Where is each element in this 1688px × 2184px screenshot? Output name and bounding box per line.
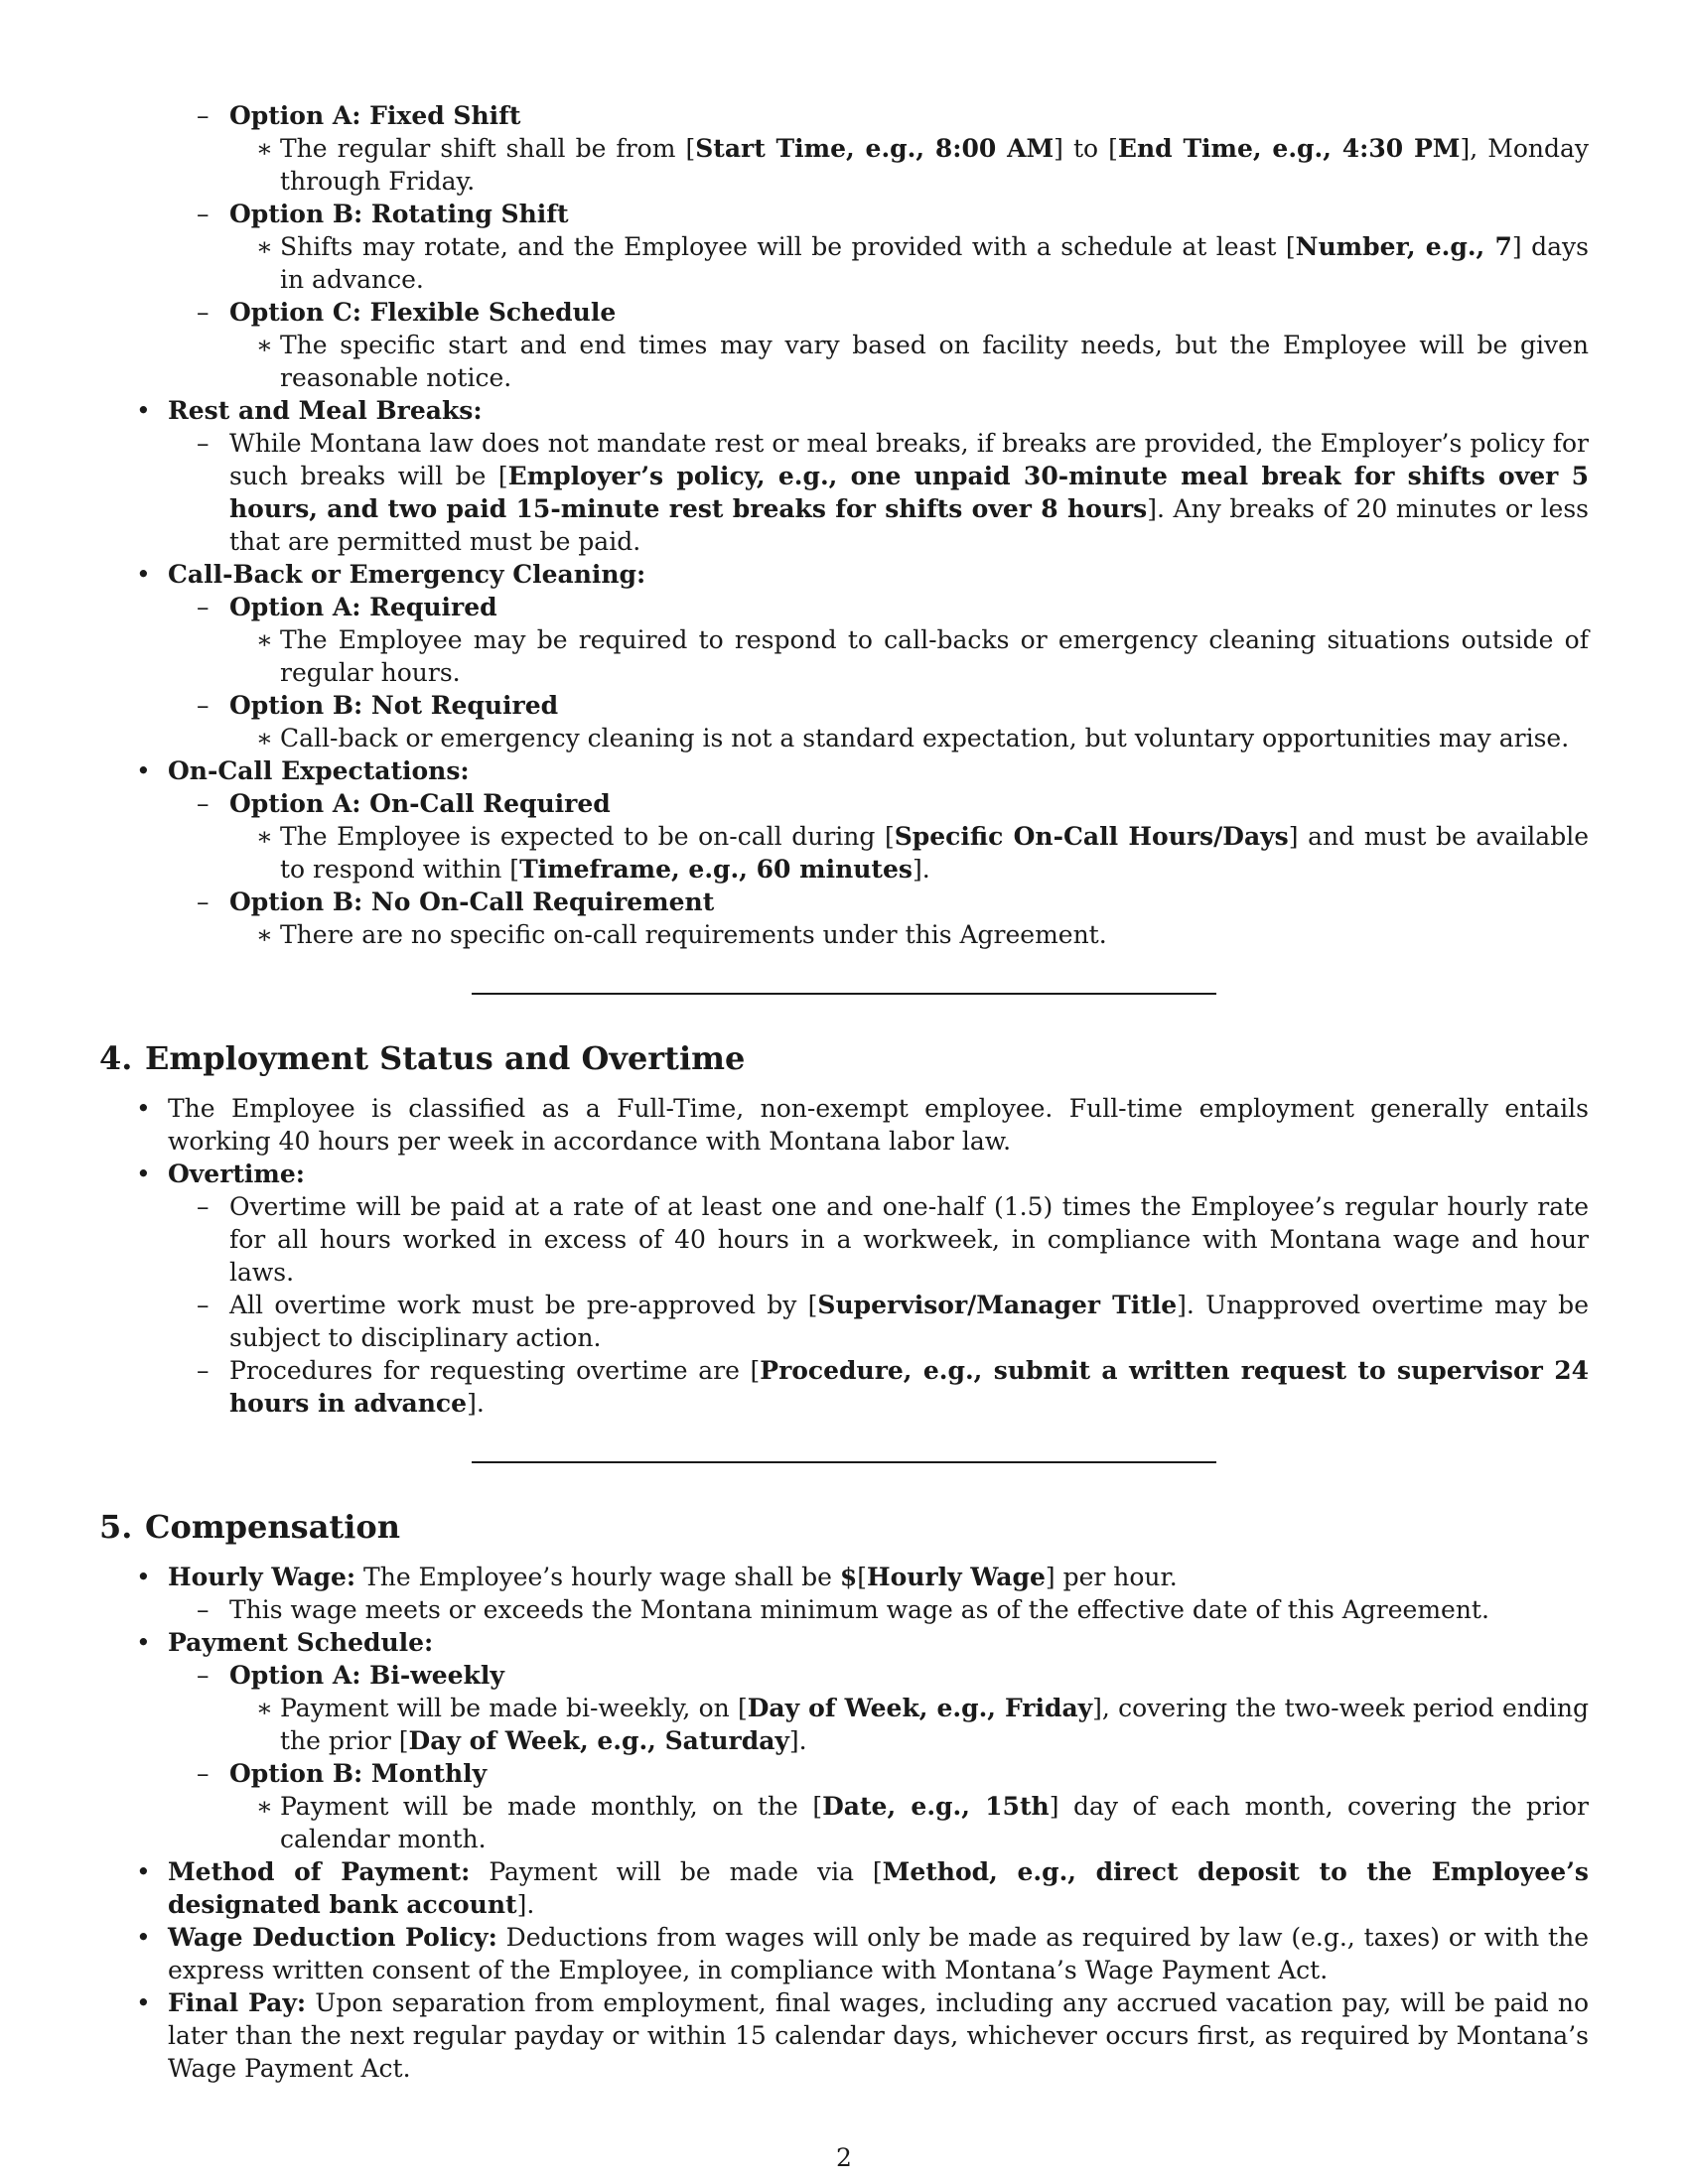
sub-list	[229, 722, 1589, 754]
text: ].	[788, 1726, 807, 1755]
placeholder-field: End Time, e.g., 4:30 PM	[1117, 134, 1461, 163]
list-item	[99, 558, 1589, 754]
text: ], Monday through Friday.	[280, 134, 1589, 196]
bullet-label: Final Pay:	[168, 1988, 307, 2017]
text: Payment will be made via [	[470, 1857, 883, 1886]
page-number: 2	[836, 2143, 852, 2172]
sub-list	[229, 132, 1589, 198]
text: ] day of each month, covering the prior calendar month.	[280, 1792, 1589, 1853]
placeholder-field: Day of Week, e.g., Friday	[747, 1694, 1093, 1722]
sub-list	[168, 1593, 1589, 1626]
bullet-label: On-Call Expectations:	[168, 756, 470, 785]
list-item: – Overtime will be paid at a rate of at least one and one-half (1.5) times the Employee’s regular hourly rate for all hours worked in excess of 40 hours in a workweek, in compliance with Montana wage and hour laws.	[168, 1190, 1589, 1289]
list-item	[99, 1561, 1589, 1626]
placeholder-field: Method, e.g., direct deposit to the Employee’s designated bank account	[168, 1857, 1589, 1919]
text: ]. Any breaks of 20 minutes or less that are permitted must be paid.	[229, 494, 1589, 556]
sub-list	[229, 1790, 1589, 1855]
list-item: ∗ The Employee may be required to respond to call-backs or emergency cleaning situations outside of regular hours.	[229, 623, 1589, 689]
sub-list	[168, 1190, 1589, 1420]
bullet-label: Overtime:	[168, 1160, 306, 1188]
list-item	[99, 754, 1589, 951]
sub-list	[229, 329, 1589, 394]
text: Payment will be made bi-weekly, on [	[280, 1694, 748, 1722]
list-item	[229, 820, 1589, 886]
list-item	[229, 1692, 1589, 1757]
text: ] to [	[1054, 134, 1118, 163]
list-item	[168, 296, 1589, 394]
sub-list	[168, 1659, 1589, 1855]
text: Upon separation from employment, final wages, including any accrued vacation pay, will be paid no later than the next regular payday or within 15 calendar days, whichever occurs first, as required by Montana’s Wage Payment Act.	[168, 1988, 1590, 2083]
option-label: Option C: Flexible Schedule	[229, 298, 617, 327]
text: Procedures for requesting overtime are [	[229, 1356, 761, 1385]
sub-list	[229, 918, 1589, 951]
list-item	[168, 787, 1589, 886]
list-item	[168, 1659, 1589, 1757]
text: ], covering the two-week period ending the prior [	[280, 1694, 1589, 1755]
section-divider	[472, 993, 1216, 995]
option-label: Option A: Required	[229, 593, 497, 621]
list-item	[168, 591, 1589, 689]
placeholder-field: Timeframe, e.g., 60 minutes	[519, 855, 913, 884]
list-item	[99, 394, 1589, 558]
text: ].	[912, 855, 930, 884]
schedule-bullets	[99, 394, 1589, 951]
sub-list	[168, 427, 1589, 558]
text: ] per hour.	[1045, 1563, 1178, 1591]
text: The Employee’s hourly wage shall be	[355, 1563, 840, 1591]
option-label: Option B: Monthly	[229, 1759, 488, 1788]
text: ].	[467, 1389, 485, 1418]
section-title: Employment Status and Overtime	[145, 1039, 746, 1077]
list-item	[99, 1626, 1589, 1855]
sub-list	[229, 1692, 1589, 1757]
bullet-label: Rest and Meal Breaks:	[168, 396, 483, 425]
list-item	[99, 1986, 1589, 2085]
bullet-label: Payment Schedule:	[168, 1628, 434, 1657]
placeholder-field: Start Time, e.g., 8:00 AM	[695, 134, 1055, 163]
list-item	[99, 1158, 1589, 1420]
option-label: Option B: No On-Call Requirement	[229, 887, 715, 916]
document-page	[99, 99, 1589, 2085]
section-title: Compensation	[145, 1508, 400, 1546]
list-item: ∗ The specific start and end times may vary based on facility needs, but the Employee will be given reasonable notice.	[229, 329, 1589, 394]
option-label: Option A: Bi-weekly	[229, 1661, 504, 1690]
text: Payment will be made monthly, on the [	[280, 1792, 823, 1821]
placeholder-field: Specific On-Call Hours/Days	[894, 822, 1289, 851]
placeholder-field: Supervisor/Manager Title	[817, 1291, 1178, 1319]
placeholder-field: Procedure, e.g., submit a written request to supervisor 24 hours in advance	[229, 1356, 1589, 1418]
option-label: Option A: Fixed Shift	[229, 101, 521, 130]
section-heading	[99, 1507, 1589, 1547]
sub-list	[229, 230, 1589, 296]
shift-options-list	[168, 99, 1589, 394]
sub-list	[229, 820, 1589, 886]
sub-list	[168, 787, 1589, 951]
bullet-label: Hourly Wage:	[168, 1563, 356, 1591]
placeholder-field: Employer’s policy, e.g., one unpaid 30-minute meal break for shifts over 5 hours, and two paid 15-minute rest breaks for shifts over 8 hours	[229, 462, 1590, 523]
text: Deductions from wages will only be made as required by law (e.g., taxes) or with the express written consent of the Employee, in compliance with Montana’s Wage Payment Act.	[168, 1923, 1589, 1984]
list-item	[168, 198, 1589, 296]
section-number: 4.	[99, 1039, 133, 1077]
placeholder-field: Date, e.g., 15th	[822, 1792, 1050, 1821]
list-item: • The Employee is classified as a Full-Time, non-exempt employee. Full-time employment generally entails working 40 hours per week in accordance with Montana labor law.	[99, 1092, 1589, 1158]
text: ].	[516, 1890, 535, 1919]
option-label: Option B: Not Required	[229, 691, 559, 720]
list-item: ∗ Call-back or emergency cleaning is not a standard expectation, but voluntary opportunities may arise.	[229, 722, 1589, 754]
text: Shifts may rotate, and the Employee will be provided with a schedule at least [	[280, 232, 1296, 261]
list-item	[168, 99, 1589, 198]
list-item	[168, 427, 1589, 558]
text: ]. Unapproved overtime may be subject to disciplinary action.	[229, 1291, 1589, 1352]
list-item	[99, 1921, 1589, 1986]
list-item	[168, 689, 1589, 754]
list-item	[168, 1289, 1589, 1354]
placeholder-field: Hourly Wage	[867, 1563, 1046, 1591]
section-number: 5.	[99, 1508, 133, 1546]
section-divider	[472, 1461, 1216, 1463]
sub-list	[229, 623, 1589, 689]
bullet-label: Wage Deduction Policy:	[168, 1923, 497, 1952]
text: ] days in advance.	[280, 232, 1589, 294]
text: The regular shift shall be from [	[280, 134, 696, 163]
option-label: Option B: Rotating Shift	[229, 200, 569, 228]
text: While Montana law does not mandate rest or meal breaks, if breaks are provided, the Employer’s policy for such breaks will be [	[229, 429, 1589, 490]
list-item	[229, 230, 1589, 296]
list-item	[229, 132, 1589, 198]
section-5-list	[99, 1561, 1589, 2085]
bullet-label: Call-Back or Emergency Cleaning:	[168, 560, 646, 589]
list-item	[229, 1790, 1589, 1855]
list-item: – This wage meets or exceeds the Montana minimum wage as of the effective date of this Agreement.	[168, 1593, 1589, 1626]
list-item	[168, 886, 1589, 951]
text: All overtime work must be pre-approved by [	[229, 1291, 818, 1319]
section-heading	[99, 1038, 1589, 1078]
list-item	[99, 1855, 1589, 1921]
section-4-list	[99, 1092, 1589, 1420]
text: The Employee is expected to be on-call during [	[280, 822, 895, 851]
list-item	[168, 1354, 1589, 1420]
placeholder-field: Number, e.g., 7	[1295, 232, 1512, 261]
text: ] and must be available to respond within [	[280, 822, 1590, 884]
placeholder-field: Day of Week, e.g., Saturday	[408, 1726, 789, 1755]
list-item	[168, 1757, 1589, 1855]
text: [	[857, 1563, 868, 1591]
currency-symbol: $	[839, 1563, 858, 1591]
bullet-label: Method of Payment:	[168, 1857, 471, 1886]
list-item: ∗ There are no specific on-call requirements under this Agreement.	[229, 918, 1589, 951]
option-label: Option A: On-Call Required	[229, 789, 611, 818]
sub-list	[168, 591, 1589, 754]
